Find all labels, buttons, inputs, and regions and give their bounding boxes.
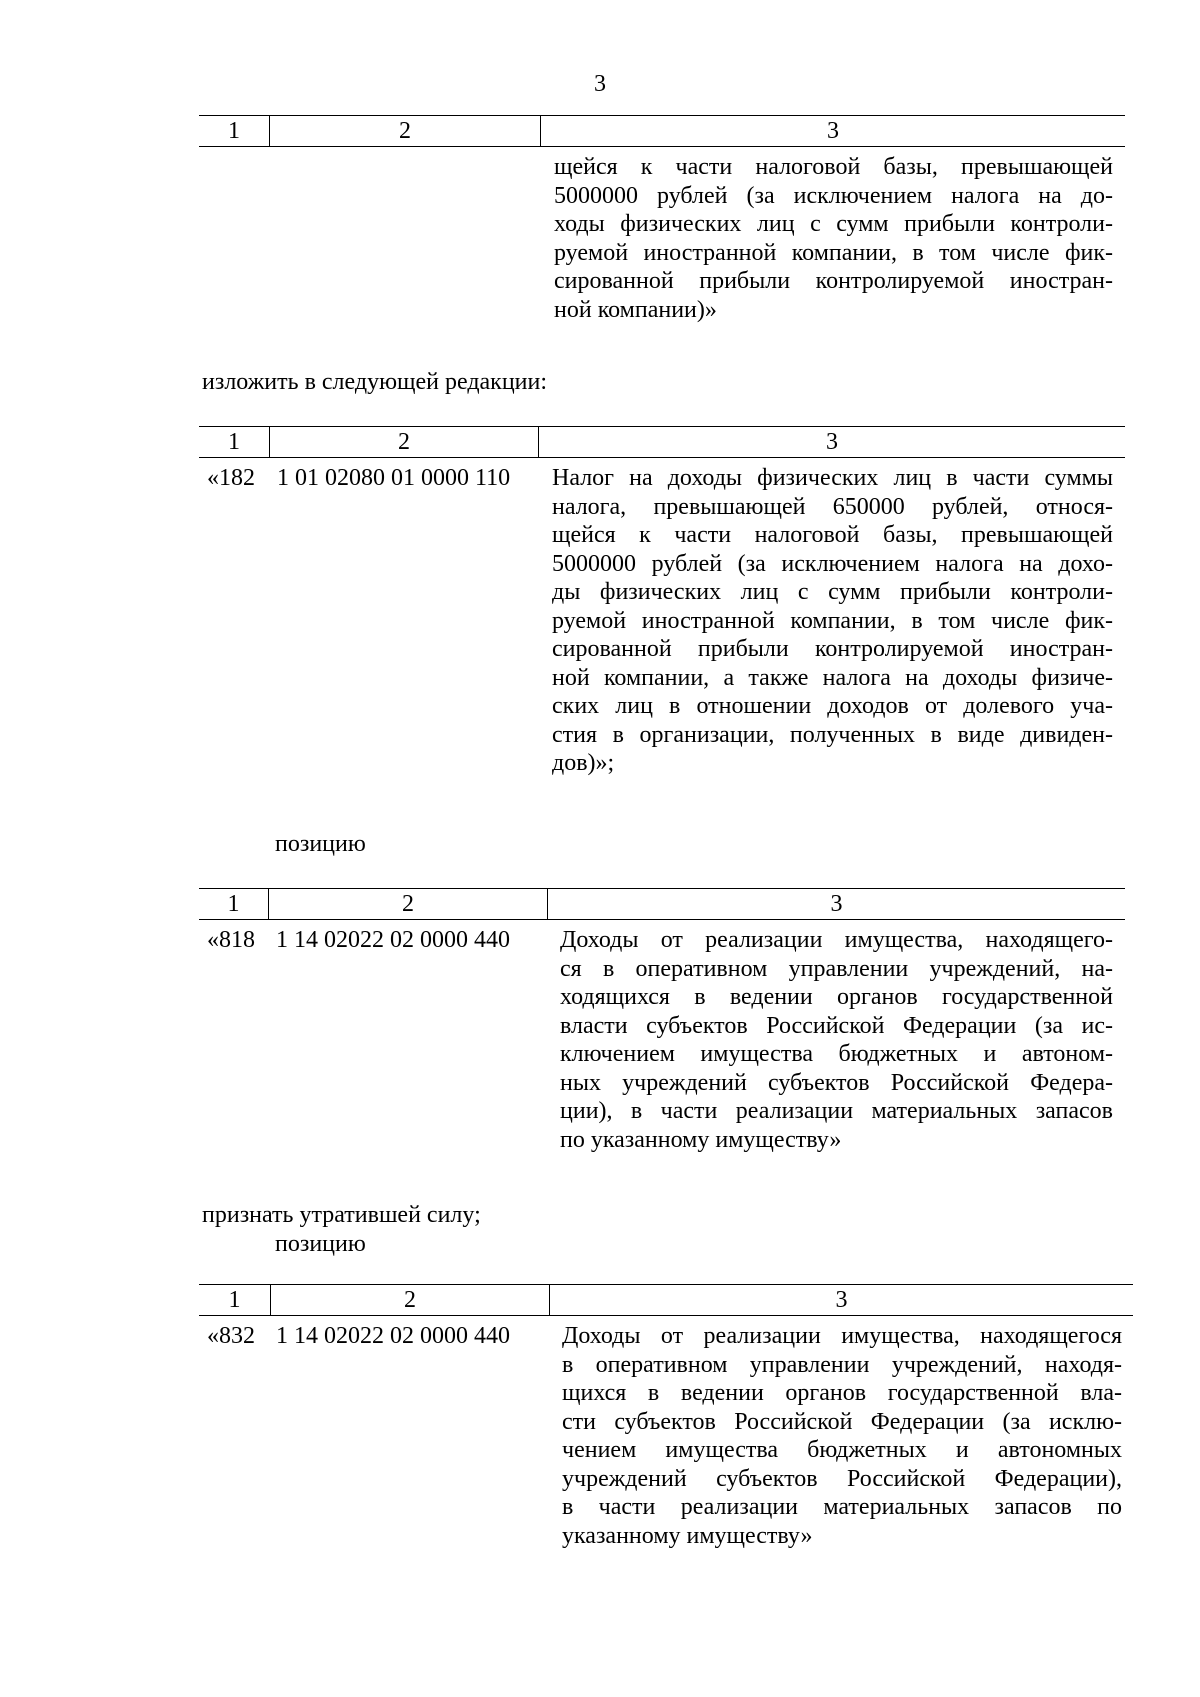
table-continuation [199, 115, 1125, 340]
text-line: 5000000 рублей (за исключением налога на до- [554, 182, 1113, 209]
text-line: ной компании, а также налога на доходы физиче- [552, 664, 1113, 691]
text-line: ходящихся в ведении органов государственной [560, 984, 1113, 1010]
column-header-3: 3 [830, 891, 843, 917]
table-header [199, 1284, 1133, 1316]
text-line: по указанному имуществу» [560, 1126, 842, 1153]
text-line: учреждений субъектов Российской Федерации), [562, 1465, 1122, 1492]
text-line: щейся к части налоговой базы, превышающей [554, 154, 1113, 180]
column-header-2: 2 [399, 118, 411, 144]
text-line: чением имущества бюджетных и автономных [562, 1437, 1122, 1463]
text-line: ции), в части реализации материальных запасов [560, 1098, 1113, 1124]
column-header-2: 2 [404, 1287, 416, 1313]
column-header-3: 3 [827, 118, 839, 144]
text-line: ных учреждений субъектов Российской Федера- [560, 1069, 1113, 1096]
column-header-3: 3 [826, 429, 838, 455]
text-line: власти субъектов Российской Федерации (за ис- [560, 1012, 1113, 1039]
text-line: руемой иностранной компании, в том числе фик- [552, 607, 1113, 634]
text-line: ключением имущества бюджетных и автоном- [560, 1041, 1113, 1067]
text-line: указанному имуществу» [562, 1522, 813, 1549]
column-header-3: 3 [835, 1287, 848, 1313]
text-line: щейся к части налоговой базы, превышающей [552, 522, 1113, 548]
page-number: 3 [594, 71, 606, 97]
column-header-1: 1 [228, 429, 240, 455]
description-cell [562, 1322, 1122, 1550]
column-header-1: 1 [228, 118, 240, 144]
text-line: ходы физических лиц с сумм прибыли контроли- [554, 211, 1113, 237]
text-line: сированной прибыли контролируемой иностран- [552, 636, 1113, 662]
instruction-text: позицию [275, 1231, 366, 1257]
text-line: сти субъектов Российской Федерации (за исклю- [562, 1408, 1122, 1435]
text-line: ной компании)» [554, 296, 717, 323]
table-new-edition [199, 426, 1125, 806]
text-line: Налог на доходы физических лиц в части суммы [552, 465, 1113, 491]
text-line: 5000000 рублей (за исключением налога на дохо- [552, 550, 1113, 577]
text-line: руемой иностранной компании, в том числе фик- [554, 239, 1113, 266]
text-line: Доходы от реализации имущества, находящего- [560, 927, 1113, 953]
text-line: щихся в ведении органов государственной вла- [562, 1380, 1122, 1406]
column-header-1: 1 [227, 891, 240, 917]
code-cell-2: 1 01 02080 01 0000 110 [277, 465, 511, 491]
table-header [199, 115, 1125, 147]
instruction-text: позицию [275, 831, 366, 857]
text-line: ды физических лиц с сумм прибыли контроли- [552, 579, 1113, 605]
code-cell-1: «832 [207, 1323, 255, 1349]
table-header [199, 426, 1125, 458]
table-position-818 [199, 888, 1125, 1168]
text-line: стия в организации, полученных в виде дивиден- [552, 721, 1113, 748]
column-header-2: 2 [398, 429, 410, 455]
code-cell-2: 1 14 02022 02 0000 440 [276, 927, 510, 953]
text-line: ся в оперативном управлении учреждений, на- [560, 955, 1113, 982]
text-line: Доходы от реализации имущества, находящегося [562, 1323, 1122, 1349]
text-line: ских лиц в отношении доходов от долевого уча- [552, 693, 1113, 719]
table-position-832 [199, 1284, 1133, 1574]
description-cell [560, 926, 1113, 1154]
description-cell [552, 464, 1113, 778]
text-line: в части реализации материальных запасов по [562, 1494, 1122, 1520]
text-line: налога, превышающей 650000 рублей, относя- [552, 493, 1113, 520]
description-cell [554, 153, 1113, 324]
text-line: дов)»; [552, 750, 615, 776]
code-cell-1: «818 [207, 927, 255, 953]
column-header-2: 2 [402, 891, 414, 917]
instruction-text: изложить в следующей редакции: [202, 369, 548, 395]
text-line: сированной прибыли контролируемой иностран- [554, 268, 1113, 294]
instruction-text: признать утратившей силу; [202, 1202, 481, 1228]
code-cell-2: 1 14 02022 02 0000 440 [276, 1323, 510, 1349]
column-header-1: 1 [228, 1287, 241, 1313]
code-cell-1: «182 [207, 465, 255, 491]
table-header [199, 888, 1125, 920]
text-line: в оперативном управлении учреждений, находя- [562, 1351, 1122, 1378]
